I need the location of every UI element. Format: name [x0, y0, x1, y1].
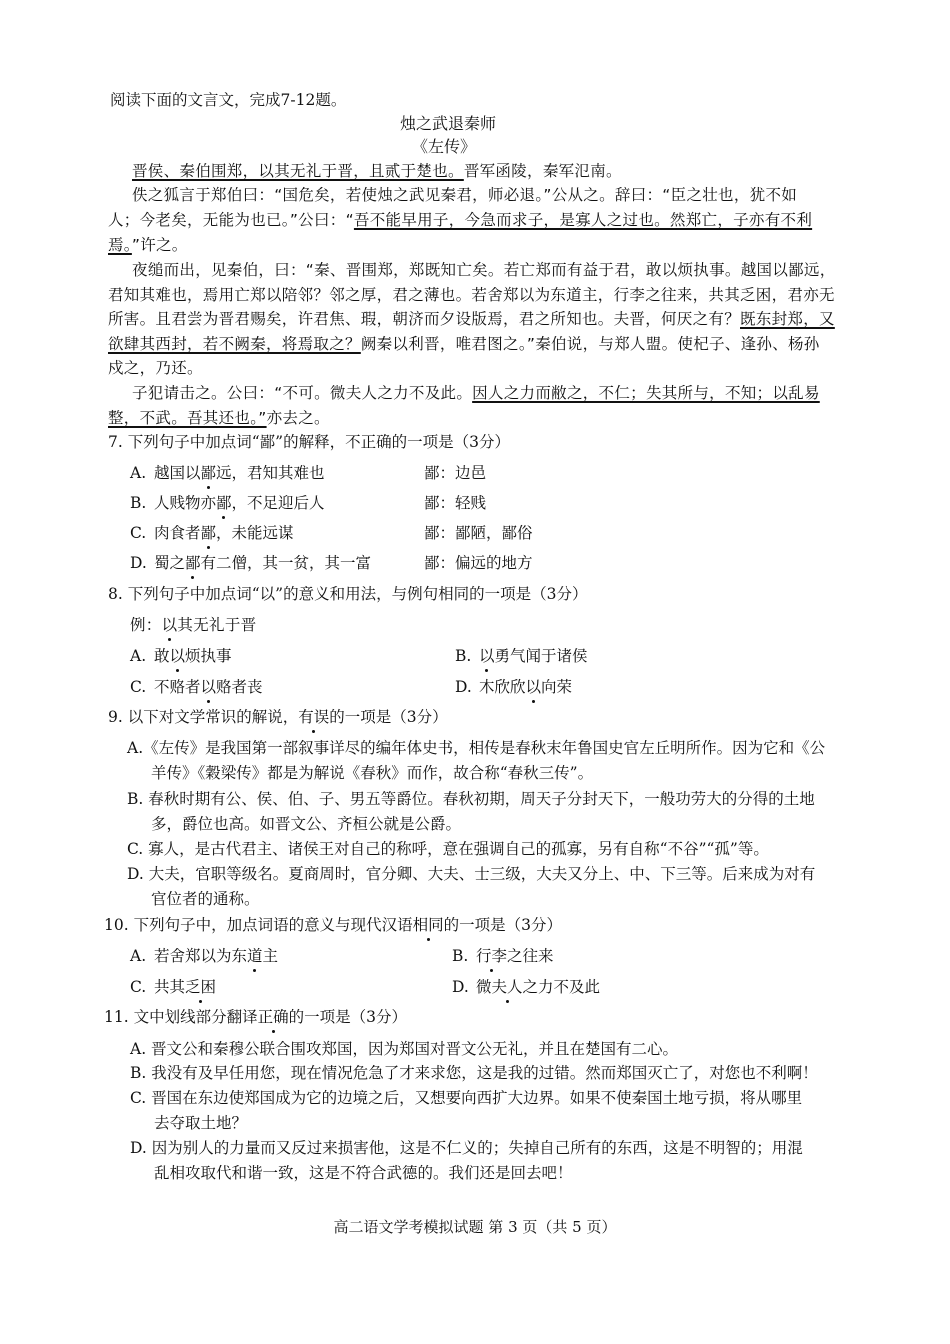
- q9-option-b-line2: 多，爵位也高。如晋文公、齐桓公就是公爵。: [151, 815, 462, 833]
- stem-text: 的一项是（3分）: [329, 708, 448, 726]
- instruction: 阅读下面的文言文，完成7-12题。: [110, 91, 347, 109]
- dotted-word: 鄙: [200, 524, 217, 542]
- option-key: C.: [130, 524, 147, 542]
- option-key: C.: [130, 978, 147, 996]
- dotted-word: 鄙: [216, 494, 232, 512]
- stem-text: 8. 下列句子中加点词“以”的意义和用法，与例句: [108, 585, 439, 603]
- passage-p3-line1: 夜缒而出，见秦伯，曰：“秦、晋围郑，郑既知亡矣。若亡郑而有益于君，敢以烦执事。越国以鄙远，: [132, 261, 836, 279]
- example-text: 其无礼于晋: [177, 616, 257, 634]
- q10-option-c: [130, 976, 216, 998]
- option-text: 不赂者: [154, 678, 201, 696]
- option-text: 若舍郑以为: [154, 947, 232, 965]
- option-key: A.: [130, 947, 147, 965]
- dotted-word: 鄙: [185, 554, 201, 572]
- stem-text: 的一项是（3分）: [469, 585, 588, 603]
- option-key: A.: [130, 647, 147, 665]
- dotted-word: 以: [161, 616, 178, 634]
- stem-emphasis: 相同: [412, 916, 444, 934]
- option-text: 赂者丧: [216, 678, 263, 696]
- option-text: 肉食者: [154, 524, 201, 542]
- underlined-sentence-2: 吾不能早用子，今急而求子，是寡人之过也。然郑亡，子亦有不利: [353, 211, 813, 229]
- passage-p1: [132, 160, 622, 182]
- underlined-sentence-2-end: 焉。: [108, 236, 132, 254]
- stem-emphasis: 相同: [438, 585, 470, 603]
- dotted-word: 以: [200, 678, 217, 696]
- dotted-word: 以: [525, 678, 542, 696]
- passage-text: 亦去之。: [266, 409, 330, 427]
- dotted-word: 乏困: [185, 978, 217, 996]
- option-key: B.: [130, 494, 147, 512]
- question-7-stem: [108, 431, 510, 453]
- dotted-word: 夫人: [491, 978, 523, 996]
- option-key: D.: [452, 978, 469, 996]
- option-text: ，不足迎后人: [231, 494, 325, 512]
- q8-option-b: [455, 645, 588, 667]
- q10-option-d: [452, 976, 600, 998]
- passage-p3-line5: 戍之，乃还。: [108, 359, 203, 377]
- question-9-stem: [108, 706, 448, 728]
- option-text: ，未能远谋: [216, 524, 294, 542]
- underlined-sentence-1: 晋侯、秦伯围郑，以其无礼于晋，且贰于楚也。: [132, 162, 464, 180]
- stem-text: 的一项是（3分）: [288, 1008, 407, 1026]
- passage-p3-line2: 君知其难也，焉用亡郑以陪邻？邻之厚，君之薄也。若舍郑以为东道主，行李之往来，共其乏困，君亦无: [108, 286, 835, 304]
- passage-p3-line3: [108, 308, 835, 330]
- option-text: 烦执事: [185, 647, 232, 665]
- passage-text: 人；今老矣，无能为也已。”公曰：“: [108, 211, 354, 229]
- stem-text: 10. 下列句子中，加点词语的意义与现代汉语: [104, 916, 413, 934]
- q9-option-d-line2: 官位者的通称。: [151, 890, 260, 908]
- option-text: 之往来: [507, 947, 554, 965]
- option-key: B.: [455, 647, 472, 665]
- option-text: 微: [476, 978, 492, 996]
- q8-example: [130, 614, 256, 636]
- dotted-word: 以: [169, 647, 186, 665]
- q8-option-d: [455, 676, 572, 698]
- stem-text: 的一项是（3分）: [443, 916, 562, 934]
- q11-option-b: B. 我没有及早任用您，现在情况危急了才来求您，这是我的过错。然而郑国灭亡了，对您也不利啊！: [130, 1064, 818, 1082]
- q11-option-d-line2: 乱相攻取代和谐一致，这是不符合武德的。我们还是回去吧！: [154, 1164, 573, 1182]
- underlined-sentence-4-end: 整，不武。吾其还也。”: [108, 409, 267, 427]
- q11-option-d-line1: D. 因为别人的力量而又反过来损害他，这是不仁义的；失掉自己所有的东西，这是不明智的；用混: [130, 1139, 803, 1157]
- passage-source: 《左传》: [412, 137, 477, 156]
- q11-option-c-line2: 去夺取土地？: [154, 1114, 248, 1132]
- q7-gloss-b: 鄙：轻贱: [424, 494, 487, 512]
- q9-option-c-line1: C. 寡人，是古代君主、诸侯王对自己的称呼，意在强调自己的孤寡，另有自称“不谷”“孤”等。: [127, 840, 769, 858]
- q11-option-a: A. 晋文公和秦穆公联合围攻郑国，因为郑国对晋文公无礼，并且在楚国有二心。: [130, 1040, 679, 1058]
- stem-text: 的一项是（3分）: [391, 433, 510, 451]
- option-key: B.: [452, 947, 469, 965]
- question-10-stem: [104, 914, 562, 936]
- stem-emphasis: 不正确: [345, 433, 392, 451]
- passage-title: 烛之武退秦师: [400, 114, 497, 133]
- q7-option-a: [130, 462, 325, 484]
- passage-text: 阙秦以利晋，唯君图之。”秦伯说，与郑人盟。使杞子、逢孙、杨孙: [360, 335, 820, 353]
- stem-emphasis: 有误: [298, 708, 330, 726]
- passage-p4-line2: [108, 407, 330, 429]
- option-text: 勇气闻于诸侯: [494, 647, 588, 665]
- q7-gloss-d: 鄙：偏远的地方: [424, 554, 533, 572]
- option-text: 有二僧，其一贫，其一富: [200, 554, 372, 572]
- passage-p2-line3: [108, 234, 188, 256]
- passage-p2-line1: 佚之狐言于郑伯曰：“国危矣，若使烛之武见秦君，师必退。”公从之。辞曰：“臣之壮也，犹不如: [132, 186, 798, 204]
- example-label: 例：: [130, 616, 162, 634]
- q7-option-c: [130, 522, 294, 544]
- option-text: 远，君知其难也: [216, 464, 325, 482]
- passage-text: 所害。且君尝为晋君赐矣，许君焦、瑕，朝济而夕设版焉，君之所知也。夫晋，何厌之有？: [108, 310, 741, 328]
- q8-option-a: [130, 645, 232, 667]
- underlined-sentence-3: 既东封郑，又: [740, 310, 835, 328]
- stem-emphasis: 正确: [257, 1008, 289, 1026]
- option-key: C.: [130, 678, 147, 696]
- option-key: A.: [130, 464, 147, 482]
- option-text: 人贱物亦: [154, 494, 217, 512]
- stem-text: 7. 下列句子中加点词“鄙”的解释，: [108, 433, 346, 451]
- q8-option-c: [130, 676, 263, 698]
- option-text: 越国以: [154, 464, 201, 482]
- option-text: 敢: [154, 647, 170, 665]
- passage-p4-line1: [132, 382, 820, 404]
- passage-text: ”许之。: [131, 236, 188, 254]
- option-key: D.: [455, 678, 472, 696]
- q10-option-b: [452, 945, 554, 967]
- option-text: 共其: [154, 978, 186, 996]
- underlined-sentence-4: 因人之力而敝之，不仁；失其所与，不知；以乱易: [472, 384, 820, 402]
- dotted-word: 以: [479, 647, 495, 665]
- q7-gloss-a: 鄙：边邑: [424, 464, 487, 482]
- q7-gloss-c: 鄙：鄙陋，鄙俗: [424, 524, 533, 542]
- dotted-word: 东道主: [231, 947, 279, 965]
- option-key: D.: [130, 554, 147, 572]
- underlined-sentence-3-end: 欲肆其西封，若不阙秦，将焉取之？: [108, 335, 361, 353]
- passage-p2-line2: [108, 209, 812, 231]
- stem-text: 9. 以下对文学常识的解说，: [108, 708, 299, 726]
- q11-option-c-line1: C. 晋国在东边使郑国成为它的边境之后，又想要向西扩大边界。如果不使秦国土地亏损，将从哪里: [130, 1089, 803, 1107]
- q9-option-a-line2: 羊传》《穀梁传》都是为解说《春秋》而作，故合称“春秋三传”。: [151, 764, 594, 782]
- option-text: 木欣欣: [479, 678, 526, 696]
- q7-option-b: [130, 492, 325, 514]
- passage-text: 晋军函陵，秦军氾南。: [463, 162, 622, 180]
- passage-p3-line4: [108, 333, 820, 355]
- page-footer: 高二语文学考模拟试题 第 3 页（共 5 页）: [333, 1218, 617, 1236]
- q10-option-a: [130, 945, 278, 967]
- question-11-stem: [104, 1006, 407, 1028]
- stem-text: 11. 文中划线部分翻译: [104, 1008, 258, 1026]
- option-text: 之力不及此: [522, 978, 601, 996]
- q7-option-d: [130, 552, 371, 574]
- q9-option-d-line1: D. 大夫，官职等级名。夏商周时，官分卿、大夫、士三级，大夫又分上、中、下三等。后来成为对有: [127, 865, 816, 883]
- q9-option-b-line1: B. 春秋时期有公、侯、伯、子、男五等爵位。春秋初期，周天子分封天下，一般功劳大的分得的土地: [127, 790, 815, 808]
- q9-option-a-line1: A.《左传》是我国第一部叙事详尽的编年体史书，相传是春秋末年鲁国史官左丘明所作。因为它和《公: [127, 739, 826, 757]
- dotted-word: 行李: [476, 947, 508, 965]
- option-text: 蜀之: [154, 554, 186, 572]
- passage-text: 子犯请击之。公曰：“不可。微夫人之力不及此。: [132, 384, 473, 402]
- option-text: 向荣: [541, 678, 573, 696]
- question-8-stem: [108, 583, 587, 605]
- dotted-word: 鄙: [200, 464, 217, 482]
